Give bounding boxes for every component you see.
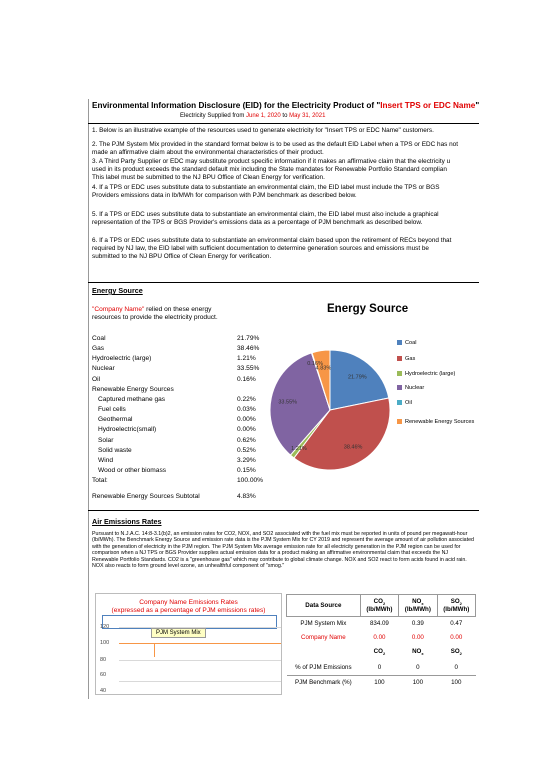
cell-value: 0 [416,663,420,671]
header-so2-short: $SO_2$ [450,648,462,657]
instruction-4b: Providers emissions data in lb/MWh for comparison with PJM benchmark as described below. [92,192,357,199]
energy-row-label: Solar [98,436,114,444]
energy-intro: "Company Name" relied on these energy [92,306,212,313]
energy-row-value: 38.46% [237,345,260,353]
emissions-chart-title: Company Name Emissions Rates (expressed as a percentage of PJM emissions rates) [111,599,266,614]
legend-label: Gas [405,356,416,362]
legend-label: Nuclear [405,385,425,391]
instruction-3c: This label must be submitted to the NJ BPU Office of Clean Energy for verification. [92,174,325,181]
pjm-benchmark-line [119,643,281,644]
divider [88,282,479,283]
instruction-6: 6. If a TPS or EDC uses substitute data to substantiate an environmental claim based upon the retirement of RECs beyond that [92,237,452,244]
energy-row-label: Hydroelectric (large) [92,355,152,363]
energy-row-value: 0.16% [237,375,256,383]
cell-value: 0 [454,663,458,671]
legend-item [397,385,477,391]
energy-row-label: Wood or other biomass [98,466,167,474]
energy-row-label: Nuclear [92,365,115,373]
cell-value: 100 [437,676,475,690]
instruction-4: 4. If a TPS or EDC uses substitute data to substantiate an environmental claim, the EID label must include the TPS or BGS [92,184,440,191]
energy-row-value: 0.52% [237,446,256,454]
header-nox: $NO_x$ (lb/MWh) [399,595,437,617]
row-label: PJM Benchmark (%) [287,676,361,690]
instruction-5b: representation of the TPS or BGS Provider's emissions data as a percentage of PJM benchmark as described below. [92,219,423,226]
energy-row-value: 0.03% [237,406,256,414]
cell-value: 0.39 [411,619,424,627]
legend-item [397,371,477,377]
energy-row-label: Captured methane gas [98,395,166,403]
emissions-table [286,594,476,690]
pie-data-label: 33.55% [278,399,298,406]
energy-row-label: Geothermal [98,416,133,424]
header-co2-short: $CO_2$ [373,648,386,657]
cell-value: 0.00 [411,634,424,641]
cell-value: 0.47 [450,619,463,627]
y-tick: 80 [100,657,107,663]
pie-data-label: 1.21% [291,446,307,453]
energy-row-label: Fuel cells [98,406,126,414]
energy-row-value: 0.15% [237,466,256,474]
energy-row-value: 100.00% [237,477,264,485]
legend-swatch [397,400,402,405]
energy-row-value: 1.21% [237,355,256,363]
renewable-subtotal-value: 4.83% [237,493,256,500]
instruction-1: 1. Below is an illustrative example of the resources used to generate electricity for "Insert TPS or EDC Name" customers. [92,127,434,134]
energy-row-value: 0.62% [237,436,256,444]
energy-row-label: Renewable Energy Sources [92,385,174,393]
energy-row-label: Total: [92,477,108,485]
header-co2: $CO_2$ (lb/MWh) [360,595,398,617]
divider [88,510,479,511]
legend-item [397,400,477,406]
cell-value: 0 [377,663,382,671]
pjm-system-mix-callout: PJM System Mix [151,628,206,638]
y-tick: 40 [100,688,107,694]
energy-row-label: Gas [92,345,105,353]
chart-title: Energy Source [327,303,409,315]
instruction-2: 2. The PJM System Mix provided in the standard format below is to be used as the default EID Label when a TPS or EDC has not [92,141,458,148]
instruction-6c: submitted to the NJ BPU Office of Clean Energy for verification. [92,253,272,260]
callout-pointer [154,644,155,657]
energy-row-label: Hydroelectric(small) [98,426,157,434]
legend-label: Oil [405,400,412,406]
legend-item [397,419,477,425]
emissions-chart [95,593,282,695]
instruction-6b: required by NJ law, the EID label with sufficient documentation to determine generation sources and emissions must be [92,245,429,252]
instruction-2b: made an affirmative claim about the environmental characteristics of their product. [92,149,324,156]
legend-label: Hydroelectric (large) [405,371,456,377]
energy-pie-chart [260,340,400,480]
supply-period: Electricity Supplied from June 1, 2020 to May 31, 2021 [180,113,326,119]
cell-value: 100 [360,676,398,690]
legend-swatch [397,419,402,424]
header-nox-short: $NO_x$ [412,648,424,657]
instruction-5: 5. If a TPS or EDC uses substitute data to substantiate an environmental claim, the EID label must also include a graphical [92,211,439,218]
cell-value: 0.00 [450,634,463,641]
instruction-3: 3. A Third Party Supplier or EDC may substitute product specific information if it makes an affirmative claim that the electricity u [92,158,451,165]
legend-swatch [397,340,402,345]
instruction-3b: used in its product exceeds the standard default mix including the State mandates for Renewable Portfolio Standard complian [92,166,447,173]
pie-data-label: 38.46% [343,444,363,451]
energy-row-label: Coal [92,335,106,342]
y-tick: 60 [100,672,107,678]
energy-row-value: 21.79% [237,335,260,342]
row-label: PJM System Mix [300,619,347,627]
header-so2: $SO_2$ (lb/MWh) [437,595,475,617]
legend-swatch [397,371,402,376]
energy-intro-2: resources to provide the electricity product. [92,314,218,321]
y-tick: 120 [100,624,110,630]
legend-label: Renewable Energy Sources [405,419,475,425]
document-title: Environmental Information Disclosure (EID) for the Electricity Product of "Insert TPS or EDC Name" [92,101,480,110]
row-label: % of PJM Emissions [295,663,352,671]
legend-label: Coal [405,340,417,346]
air-emissions-paragraph: Pursuant to N.J.A.C. 14:8-3.1(b)2, an emission rates for CO2, NOX, and SO2 associated with the fuel mix must be reported in units of pound per megawatt-hour (lb/MWh). The Benchmark Energy Source and emission rate data is the PJM System Mix for CY 2019 and represent the average amount of air pollution associated with the generation of electricity in the PJM region. The PJM System Mix average emission rate for all electricity generation in the PJM region can be used for comparison when a NJ TPS or BGS Provider supplies actual emission data for a product making an affirmative environmental claim that exceeds the NJ Renewable Portfolio Standards. CO2 is a "greenhouse gas" which may contribute to global climate change. NOX and SO2 react to form acids found in acid rain. NOX also reacts to form ground level ozone, an unhealthful component of "smog." [92,531,474,570]
energy-row-value: 0.00% [237,416,256,424]
divider [88,123,479,124]
y-tick: 100 [100,640,110,646]
legend-swatch [397,356,402,361]
legend-item [397,356,477,362]
energy-row-value: 0.00% [237,426,256,434]
energy-row-label: Oil [92,375,101,383]
energy-section-title: Energy Source [92,286,143,295]
energy-row-value: 0.22% [237,395,256,403]
pie-data-label: 0.16% [307,361,323,368]
energy-row-value: 33.55% [237,365,260,373]
legend-swatch [397,385,402,390]
legend-item [397,340,477,346]
energy-row-label: Solid waste [98,446,132,454]
row-label: Company Name [301,634,346,641]
cell-value: 834.09 [369,619,389,627]
renewable-subtotal-label: Renewable Energy Sources Subtotal [92,493,200,500]
air-section-title: Air Emissions Rates [92,517,162,526]
energy-row-label: Wind [98,456,114,464]
pie-data-label: 21.79% [347,374,367,381]
cell-value: 100 [399,676,437,690]
energy-row-value: 3.29% [237,456,256,464]
cell-value: 0.00 [373,634,386,641]
header-data-source: Data Source [287,595,361,617]
pie-data-label: 4.83% [315,365,332,372]
